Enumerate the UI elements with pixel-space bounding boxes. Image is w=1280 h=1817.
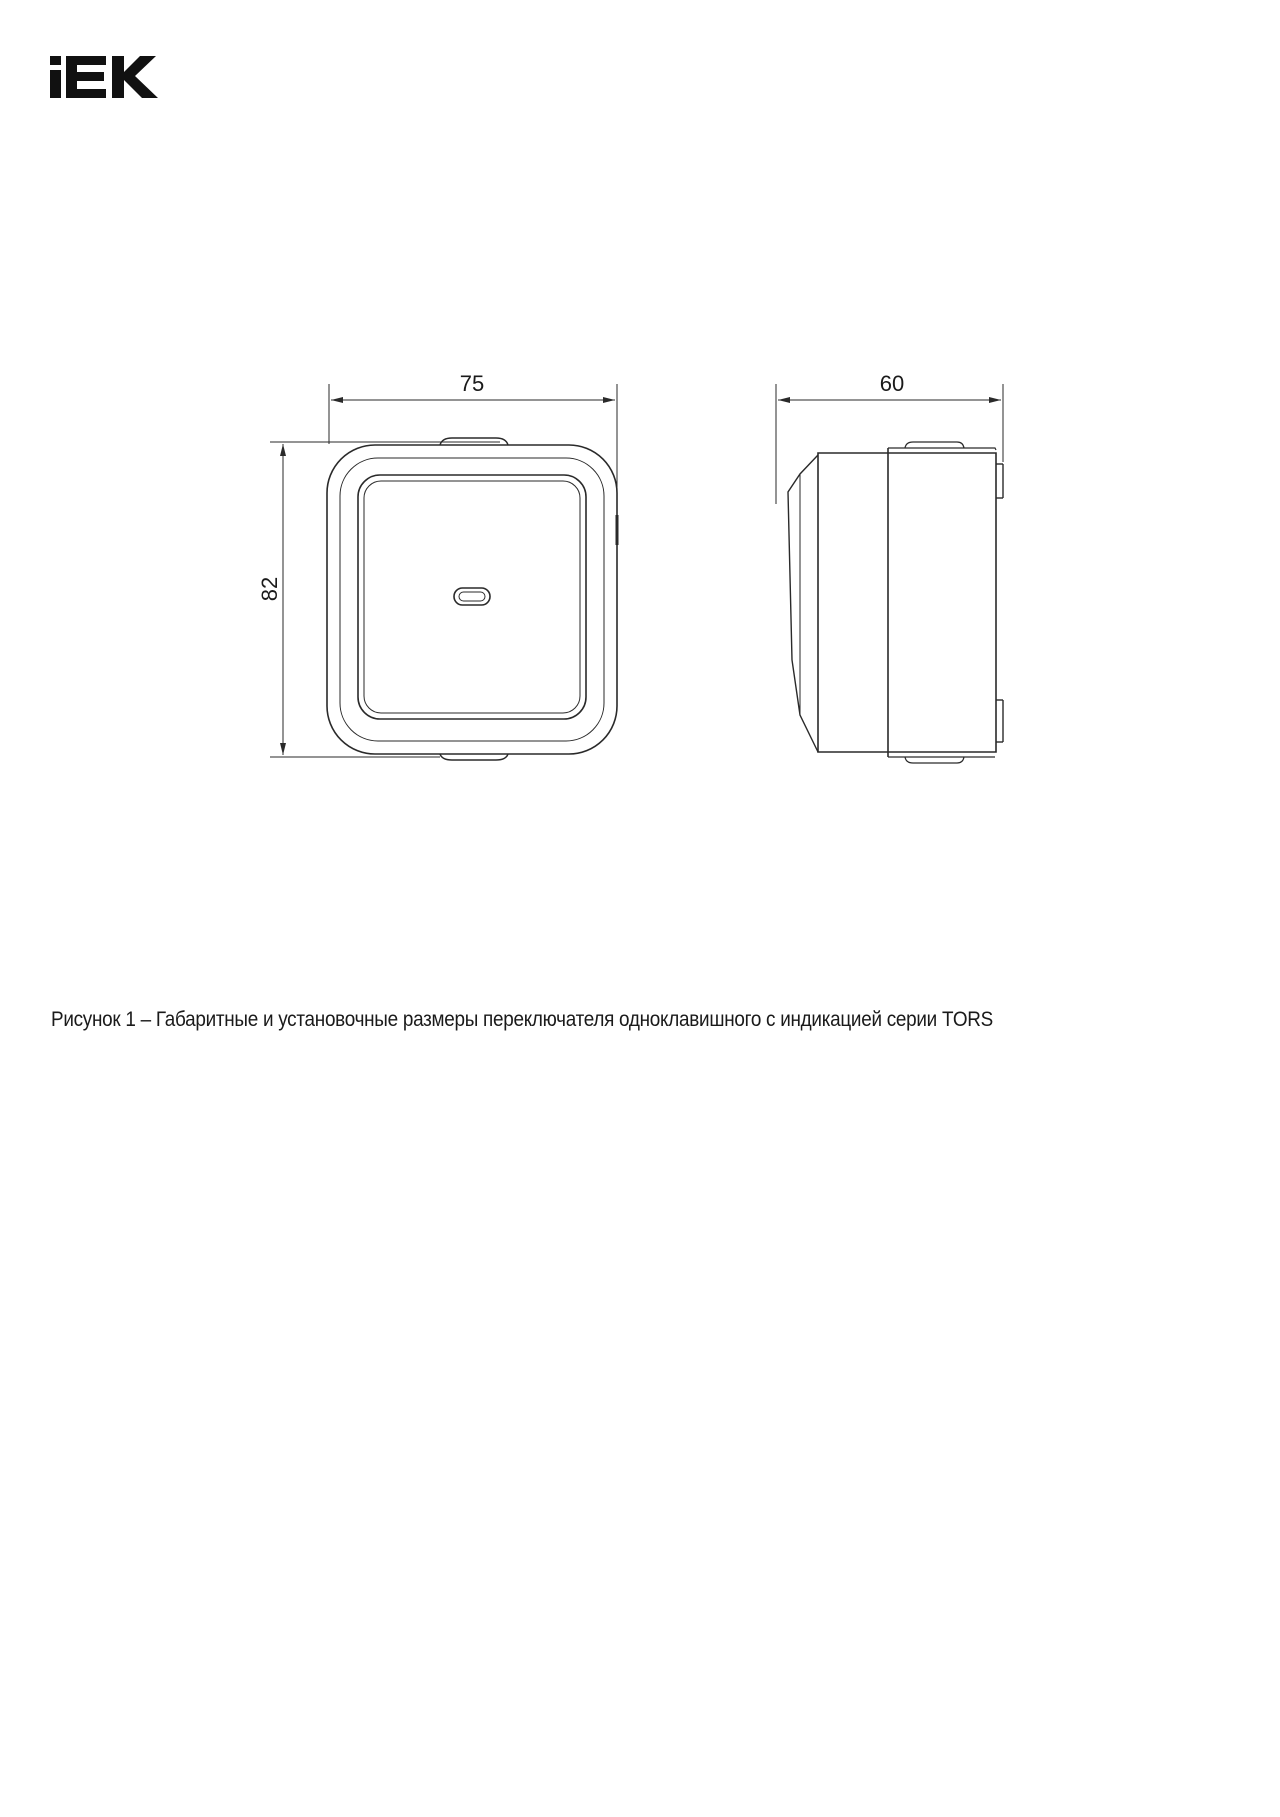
front-height-dimension <box>270 442 500 757</box>
front-view <box>327 438 617 760</box>
side-depth-dimension <box>776 384 1003 504</box>
side-view <box>788 442 1003 763</box>
figure-caption: Рисунок 1 – Габаритные и установочные размеры переключателя одноклавишного с индикацией серии TORS <box>51 1008 994 1031</box>
front-height-label: 82 <box>257 576 282 602</box>
front-width-label: 75 <box>459 371 485 396</box>
side-depth-label: 60 <box>879 371 905 396</box>
front-width-dimension <box>329 384 617 504</box>
